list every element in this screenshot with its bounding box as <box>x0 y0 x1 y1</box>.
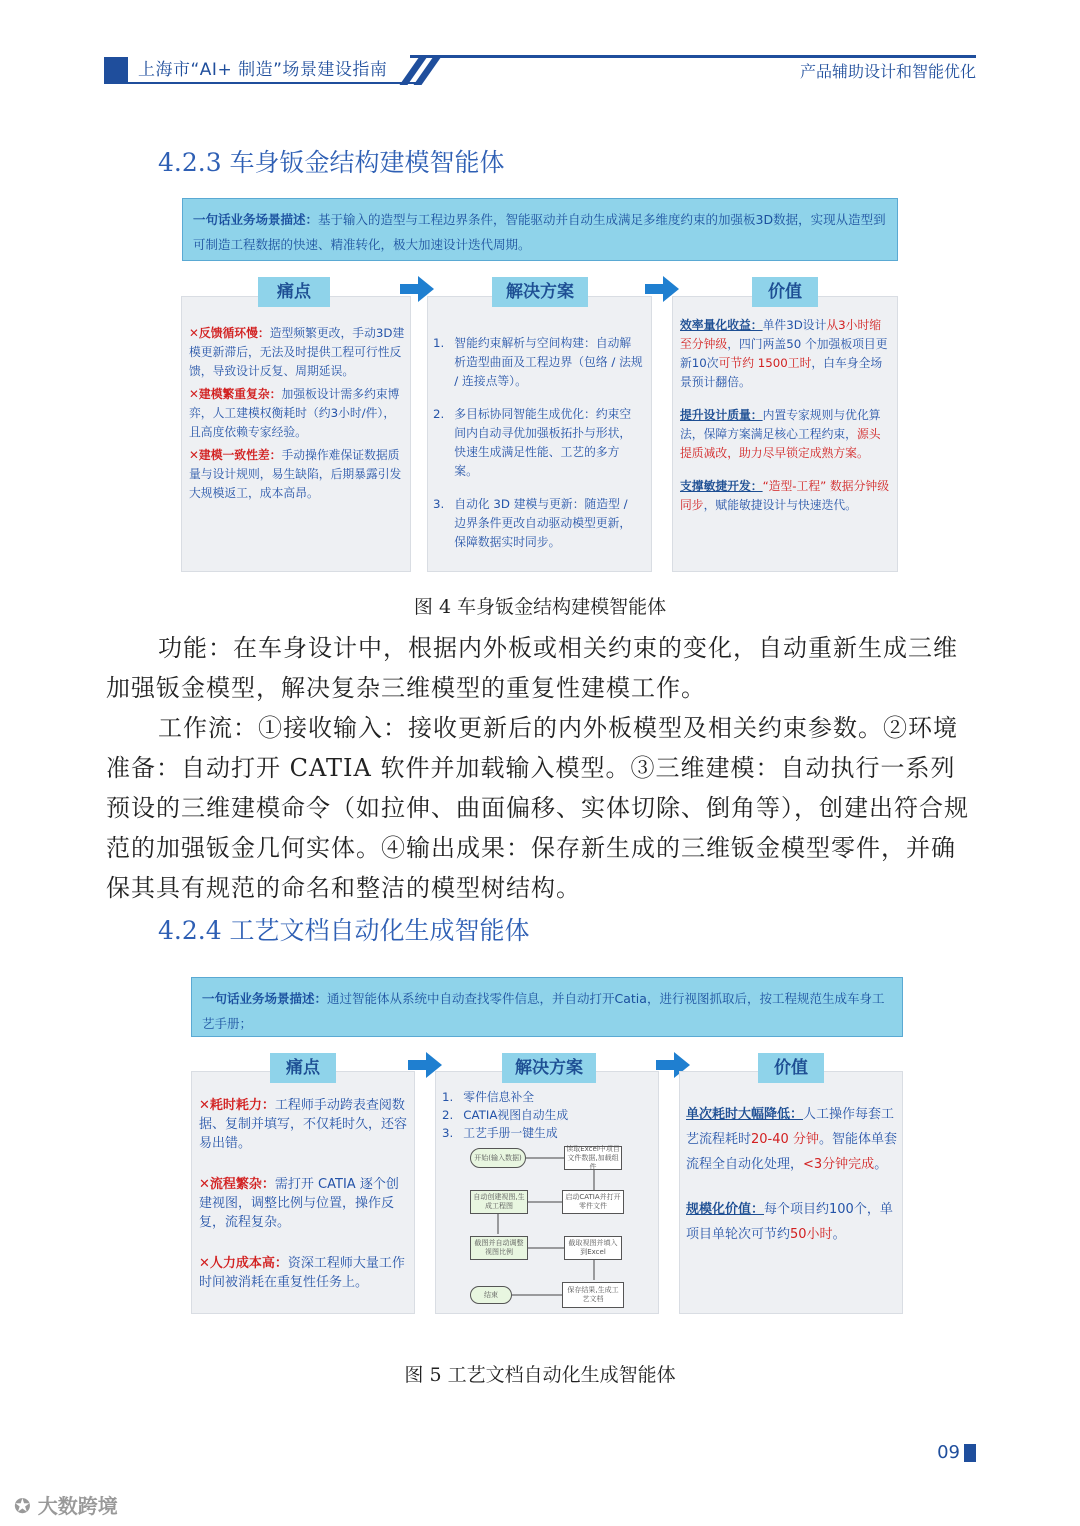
flow-node-start: 开始(输入数据) <box>470 1148 526 1168</box>
section-title-4-2-4: 4.2.4 工艺文档自动化生成智能体 <box>158 916 530 945</box>
figure4-head-solution: 解决方案 <box>492 277 588 307</box>
summary-text: 通过智能体从系统中自动查找零件信息，并自动打开Catia，进行视图抓取后，按工程规范生成车身工艺手册； <box>202 991 885 1031</box>
pain-item: ✕反馈循环慢：造型频繁更改，手动3D建模更新滞后，无法及时提供工程可行性反馈，导致设计反复、周期延误。 <box>189 326 405 378</box>
header-rule-top <box>410 55 976 58</box>
cross-icon: ✕ <box>189 326 199 340</box>
header-chapter: 产品辅助设计和智能优化 <box>799 62 976 81</box>
figure5-head-value: 价值 <box>758 1053 824 1083</box>
cross-icon: ✕ <box>199 1098 210 1113</box>
solution-item: 3. 工艺手册一键生成 <box>442 1126 558 1140</box>
figure4-head-value: 价值 <box>752 277 818 307</box>
header-rule-bottom <box>104 82 422 84</box>
value-item: 效率量化收益：单件3D设计从3小时缩至分钟级，四门两盖50 个加强板项目更新10次可节约 1500工时，白车身全场景预计翻倍。 <box>680 318 888 389</box>
figure4-head-pain: 痛点 <box>258 277 330 307</box>
summary-key: 一句话业务场景描述： <box>193 212 319 227</box>
flow-node: 保存结果,生成工艺文档 <box>562 1282 624 1308</box>
value-item: 支撑敏捷开发：“造型-工程” 数据分钟级同步，赋能敏捷设计与快速迭代。 <box>680 479 889 512</box>
pain-item: ✕建模一致性差：手动操作难保证数据质量与设计规则，易生缺陷，后期暴露引发大规模返工，成本高昂。 <box>189 448 402 500</box>
watermark: ✪ 大数跨境 <box>14 1494 118 1518</box>
value-item: 单次耗时大幅降低：人工操作每套工艺流程耗时20-40 分钟。智能体单套流程全自动化处理，<3分钟完成。 <box>686 1107 897 1172</box>
summary-text: 基于输入的造型与工程边界条件，智能驱动并自动生成满足多维度约束的加强板3D数据，实现从造型到可制造工程数据的快速、精准转化，极大加速设计迭代周期。 <box>193 212 886 252</box>
flow-node: 截取视图并填入到Excel <box>564 1236 622 1260</box>
solution-item: 1. 智能约束解析与空间构建：自动解析造型曲面及工程边界（包络 / 法规 / 连接点等）。 <box>433 336 643 388</box>
flow-node: 启动CATIA并打开零件文件 <box>562 1190 624 1214</box>
pain-item: ✕流程繁杂：需打开 CATIA 逐个创建视图，调整比例与位置，操作反复，流程复杂。 <box>199 1177 399 1230</box>
figure5-pain-list <box>199 1096 411 1292</box>
process-flowchart <box>442 1142 652 1312</box>
figure4-caption: 图 4 车身钣金结构建模智能体 <box>413 596 667 618</box>
figure4-solution-list <box>433 334 643 566</box>
figure5-solution-list <box>442 1088 652 1142</box>
paragraph-function: 功能：在车身设计中，根据内外板或相关约束的变化，自动重新生成三维加强钣金模型，解决复杂三维模型的重复性建模工作。 <box>106 634 958 702</box>
solution-item: 2. CATIA视图自动生成 <box>442 1108 569 1122</box>
paragraph-workflow: 工作流：①接收输入：接收更新后的内外板模型及相关约束参数。②环境准备：自动打开 CATIA 软件并加载输入模型。③三维建模：自动执行一系列预设的三维建模命令（如拉伸、曲面偏移、实体切除、倒角等），创建出符合规范的加强钣金几何实体。④输出成果：保存新生成的三维钣金模型零件，并确保其具有规范的命名和整洁的模型树结构。 <box>106 714 969 902</box>
flow-node: 截图并自动调整视图比例 <box>470 1236 528 1260</box>
figure5-value-list <box>686 1102 898 1247</box>
solution-item: 1. 零件信息补全 <box>442 1090 535 1104</box>
cross-icon: ✕ <box>189 387 199 401</box>
figure4-value-list <box>680 316 892 515</box>
figure4-pain-list <box>189 324 405 503</box>
cross-icon: ✕ <box>199 1256 210 1271</box>
solution-item: 2. 多目标协同智能生成优化：约束空间内自动寻优加强板拓扑与形状，快速生成满足性能、工艺的多方案。 <box>433 407 632 478</box>
solution-item: 3. 自动化 3D 建模与更新：随造型 / 边界条件更改自动驱动模型更新，保障数据实时同步。 <box>433 497 632 549</box>
pain-item: ✕耗时耗力：工程师手动跨表查阅数据、复制并填写，不仅耗时久，还容易出错。 <box>199 1098 408 1151</box>
section-title-4-2-3: 4.2.3 车身钣金结构建模智能体 <box>158 148 505 177</box>
flow-node-end: 结束 <box>470 1286 512 1304</box>
figure5-caption: 图 5 工艺文档自动化生成智能体 <box>404 1364 676 1386</box>
flow-node: 读取Excel中项目文件数据,加载组件 <box>564 1146 622 1170</box>
watermark-logo-icon: ✪ <box>14 1494 38 1518</box>
figure5-summary-banner <box>191 977 903 1037</box>
figure5-head-pain: 痛点 <box>270 1053 336 1083</box>
header-title: 上海市“AI+ 制造”场景建设指南 <box>138 60 388 80</box>
header-accent-block <box>104 57 128 83</box>
figure5-head-solution: 解决方案 <box>502 1053 596 1083</box>
pain-item: ✕建模繁重复杂：加强板设计需多约束博弈，人工建模权衡耗时（约3小时/件），且高度依赖专家经验。 <box>189 387 400 439</box>
cross-icon: ✕ <box>199 1177 210 1192</box>
value-item: 规模化价值：每个项目约100个，单项目单轮次可节约50小时。 <box>686 1202 893 1242</box>
page-number-marker <box>964 1444 976 1462</box>
figure4-summary-banner <box>182 198 898 261</box>
summary-key: 一句话业务场景描述： <box>202 991 328 1006</box>
pain-item: ✕人力成本高：资深工程师大量工作时间被消耗在重复性任务上。 <box>199 1256 405 1290</box>
value-item: 提升设计质量：内置专家规则与优化算法，保障方案满足核心工程约束，源头提质减改，助力尽早锁定成熟方案。 <box>680 408 881 460</box>
page-number: 09 <box>937 1442 960 1463</box>
flow-node: 自动创建视图,生成工程图 <box>470 1190 528 1214</box>
cross-icon: ✕ <box>189 448 199 462</box>
